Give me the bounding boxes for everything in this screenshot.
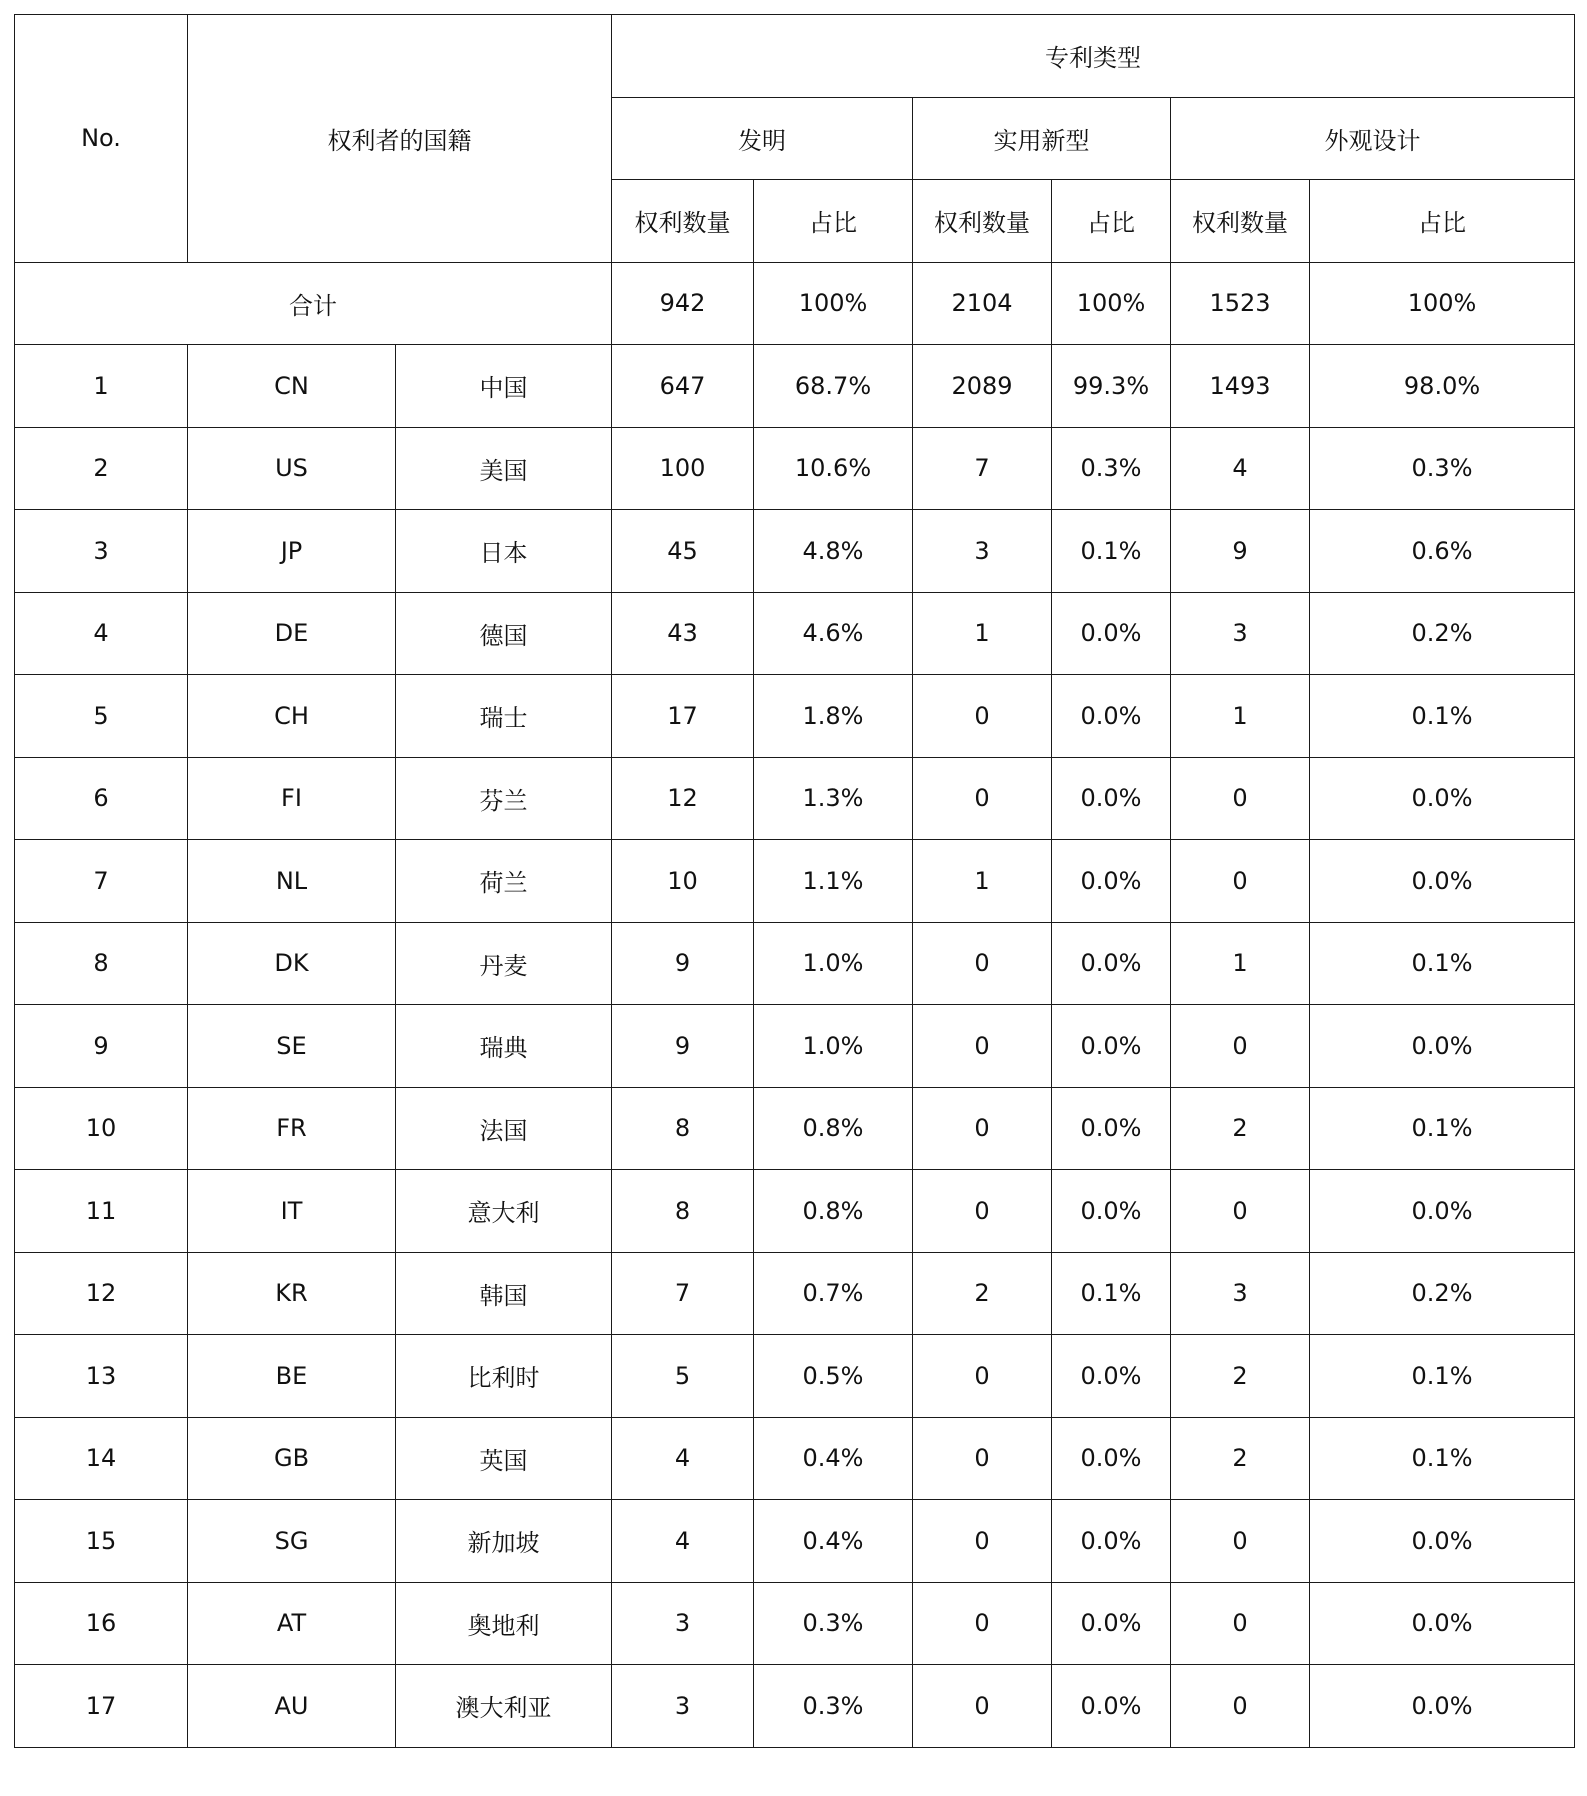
header-sub-count: 权利数量 [1171,180,1310,263]
invention-count: 3 [612,1582,754,1665]
invention-share: 0.8% [754,1087,913,1170]
invention-share: 1.3% [754,757,913,840]
design-share: 0.0% [1310,1005,1575,1088]
country-code: FI [188,757,396,840]
row-no: 12 [15,1252,188,1335]
country-name: 中国 [396,345,612,428]
utility-share: 0.0% [1052,1665,1171,1748]
invention-count: 43 [612,592,754,675]
invention-count: 8 [612,1087,754,1170]
design-share: 0.1% [1310,1335,1575,1418]
utility-count: 0 [913,1500,1052,1583]
utility-share: 0.0% [1052,1087,1171,1170]
country-name: 韩国 [396,1252,612,1335]
design-share: 0.1% [1310,922,1575,1005]
country-name: 德国 [396,592,612,675]
invention-share: 1.0% [754,1005,913,1088]
design-share: 98.0% [1310,345,1575,428]
utility-share: 0.1% [1052,1252,1171,1335]
header-no: No. [15,15,188,263]
table-row [15,1500,1575,1583]
country-name: 瑞士 [396,675,612,758]
invention-share: 0.3% [754,1665,913,1748]
table-row [15,1665,1575,1748]
design-share: 0.2% [1310,592,1575,675]
country-code: KR [188,1252,396,1335]
country-code: SE [188,1005,396,1088]
invention-share: 68.7% [754,345,913,428]
invention-count: 9 [612,922,754,1005]
design-count: 3 [1171,1252,1310,1335]
design-share: 0.6% [1310,510,1575,593]
table-row [15,1252,1575,1335]
table-row [15,510,1575,593]
header-sub-share: 占比 [754,180,913,263]
header-group-utility-model: 实用新型 [913,97,1171,180]
country-code: CN [188,345,396,428]
invention-count: 17 [612,675,754,758]
invention-share: 10.6% [754,427,913,510]
design-count: 0 [1171,1500,1310,1583]
invention-count: 5 [612,1335,754,1418]
country-name: 荷兰 [396,840,612,923]
header-group-design: 外观设计 [1171,97,1575,180]
country-code: DE [188,592,396,675]
invention-share: 0.7% [754,1252,913,1335]
country-name: 比利时 [396,1335,612,1418]
table-row [15,922,1575,1005]
utility-count: 0 [913,1335,1052,1418]
country-code: AT [188,1582,396,1665]
row-no: 8 [15,922,188,1005]
table-row [15,1417,1575,1500]
country-name: 奥地利 [396,1582,612,1665]
utility-count: 3 [913,510,1052,593]
table-row [15,1335,1575,1418]
country-code: IT [188,1170,396,1253]
table-row [15,1087,1575,1170]
invention-count: 4 [612,1500,754,1583]
utility-share: 0.3% [1052,427,1171,510]
design-count: 0 [1171,840,1310,923]
utility-count: 0 [913,1170,1052,1253]
utility-share: 99.3% [1052,345,1171,428]
utility-count: 1 [913,840,1052,923]
design-count: 0 [1171,1582,1310,1665]
invention-count: 4 [612,1417,754,1500]
country-name: 美国 [396,427,612,510]
country-code: SG [188,1500,396,1583]
design-count: 0 [1171,1170,1310,1253]
invention-count: 45 [612,510,754,593]
utility-share: 0.0% [1052,1170,1171,1253]
utility-share: 0.0% [1052,922,1171,1005]
row-no: 15 [15,1500,188,1583]
total-row [15,262,1575,345]
invention-count: 10 [612,840,754,923]
table-row [15,592,1575,675]
design-count: 0 [1171,1005,1310,1088]
design-count: 4 [1171,427,1310,510]
design-share: 0.0% [1310,840,1575,923]
country-name: 新加坡 [396,1500,612,1583]
country-name: 意大利 [396,1170,612,1253]
header-sub-count: 权利数量 [913,180,1052,263]
total-utility-count: 2104 [913,262,1052,345]
total-invention-count: 942 [612,262,754,345]
design-count: 1493 [1171,345,1310,428]
table-row [15,757,1575,840]
country-name: 澳大利亚 [396,1665,612,1748]
design-count: 0 [1171,1665,1310,1748]
utility-share: 0.0% [1052,840,1171,923]
country-code: US [188,427,396,510]
row-no: 4 [15,592,188,675]
country-code: DK [188,922,396,1005]
utility-share: 0.0% [1052,1005,1171,1088]
total-invention-share: 100% [754,262,913,345]
design-count: 3 [1171,592,1310,675]
row-no: 5 [15,675,188,758]
row-no: 11 [15,1170,188,1253]
table-row [15,840,1575,923]
design-share: 0.0% [1310,1170,1575,1253]
design-share: 0.0% [1310,1582,1575,1665]
header-nationality: 权利者的国籍 [188,15,612,263]
row-no: 14 [15,1417,188,1500]
utility-share: 0.0% [1052,592,1171,675]
utility-count: 2 [913,1252,1052,1335]
patent-nationality-table [14,14,1575,1748]
row-no: 2 [15,427,188,510]
design-share: 0.0% [1310,1665,1575,1748]
header-patent-type: 专利类型 [612,15,1575,98]
country-code: JP [188,510,396,593]
invention-share: 1.1% [754,840,913,923]
total-utility-share: 100% [1052,262,1171,345]
utility-count: 0 [913,675,1052,758]
design-count: 2 [1171,1087,1310,1170]
invention-share: 0.3% [754,1582,913,1665]
row-no: 17 [15,1665,188,1748]
utility-share: 0.0% [1052,1582,1171,1665]
row-no: 16 [15,1582,188,1665]
country-code: GB [188,1417,396,1500]
country-name: 日本 [396,510,612,593]
country-code: AU [188,1665,396,1748]
design-share: 0.2% [1310,1252,1575,1335]
utility-count: 7 [913,427,1052,510]
row-no: 9 [15,1005,188,1088]
row-no: 3 [15,510,188,593]
invention-count: 12 [612,757,754,840]
design-share: 0.1% [1310,675,1575,758]
utility-count: 1 [913,592,1052,675]
design-count: 1 [1171,922,1310,1005]
country-name: 英国 [396,1417,612,1500]
design-count: 1 [1171,675,1310,758]
country-code: BE [188,1335,396,1418]
utility-share: 0.0% [1052,757,1171,840]
row-no: 13 [15,1335,188,1418]
row-no: 6 [15,757,188,840]
invention-share: 1.0% [754,922,913,1005]
table-row [15,675,1575,758]
header-sub-share: 占比 [1052,180,1171,263]
utility-share: 0.0% [1052,1335,1171,1418]
invention-share: 1.8% [754,675,913,758]
utility-count: 0 [913,1087,1052,1170]
country-name: 芬兰 [396,757,612,840]
total-design-share: 100% [1310,262,1575,345]
design-count: 9 [1171,510,1310,593]
invention-share: 0.4% [754,1417,913,1500]
utility-count: 0 [913,922,1052,1005]
country-code: NL [188,840,396,923]
invention-count: 3 [612,1665,754,1748]
table-row [15,345,1575,428]
invention-share: 4.6% [754,592,913,675]
utility-count: 0 [913,1582,1052,1665]
header-sub-share: 占比 [1310,180,1575,263]
country-name: 法国 [396,1087,612,1170]
design-share: 0.1% [1310,1417,1575,1500]
utility-share: 0.0% [1052,1500,1171,1583]
utility-count: 0 [913,1665,1052,1748]
row-no: 1 [15,345,188,428]
utility-share: 0.0% [1052,1417,1171,1500]
invention-share: 0.4% [754,1500,913,1583]
total-label: 合计 [15,262,612,345]
row-no: 10 [15,1087,188,1170]
invention-count: 8 [612,1170,754,1253]
row-no: 7 [15,840,188,923]
design-count: 0 [1171,757,1310,840]
utility-share: 0.0% [1052,675,1171,758]
table-row [15,1582,1575,1665]
utility-count: 0 [913,1005,1052,1088]
utility-count: 0 [913,1417,1052,1500]
design-count: 2 [1171,1335,1310,1418]
design-share: 0.0% [1310,757,1575,840]
design-count: 2 [1171,1417,1310,1500]
table-row [15,1005,1575,1088]
invention-share: 0.5% [754,1335,913,1418]
country-name: 丹麦 [396,922,612,1005]
header-sub-count: 权利数量 [612,180,754,263]
invention-count: 7 [612,1252,754,1335]
design-share: 0.1% [1310,1087,1575,1170]
header-group-invention: 发明 [612,97,913,180]
country-code: CH [188,675,396,758]
invention-count: 9 [612,1005,754,1088]
header-row-1 [15,15,1575,98]
invention-count: 100 [612,427,754,510]
table-row [15,427,1575,510]
utility-count: 2089 [913,345,1052,428]
utility-share: 0.1% [1052,510,1171,593]
invention-count: 647 [612,345,754,428]
design-share: 0.3% [1310,427,1575,510]
country-code: FR [188,1087,396,1170]
invention-share: 0.8% [754,1170,913,1253]
table-row [15,1170,1575,1253]
invention-share: 4.8% [754,510,913,593]
country-name: 瑞典 [396,1005,612,1088]
utility-count: 0 [913,757,1052,840]
total-design-count: 1523 [1171,262,1310,345]
design-share: 0.0% [1310,1500,1575,1583]
